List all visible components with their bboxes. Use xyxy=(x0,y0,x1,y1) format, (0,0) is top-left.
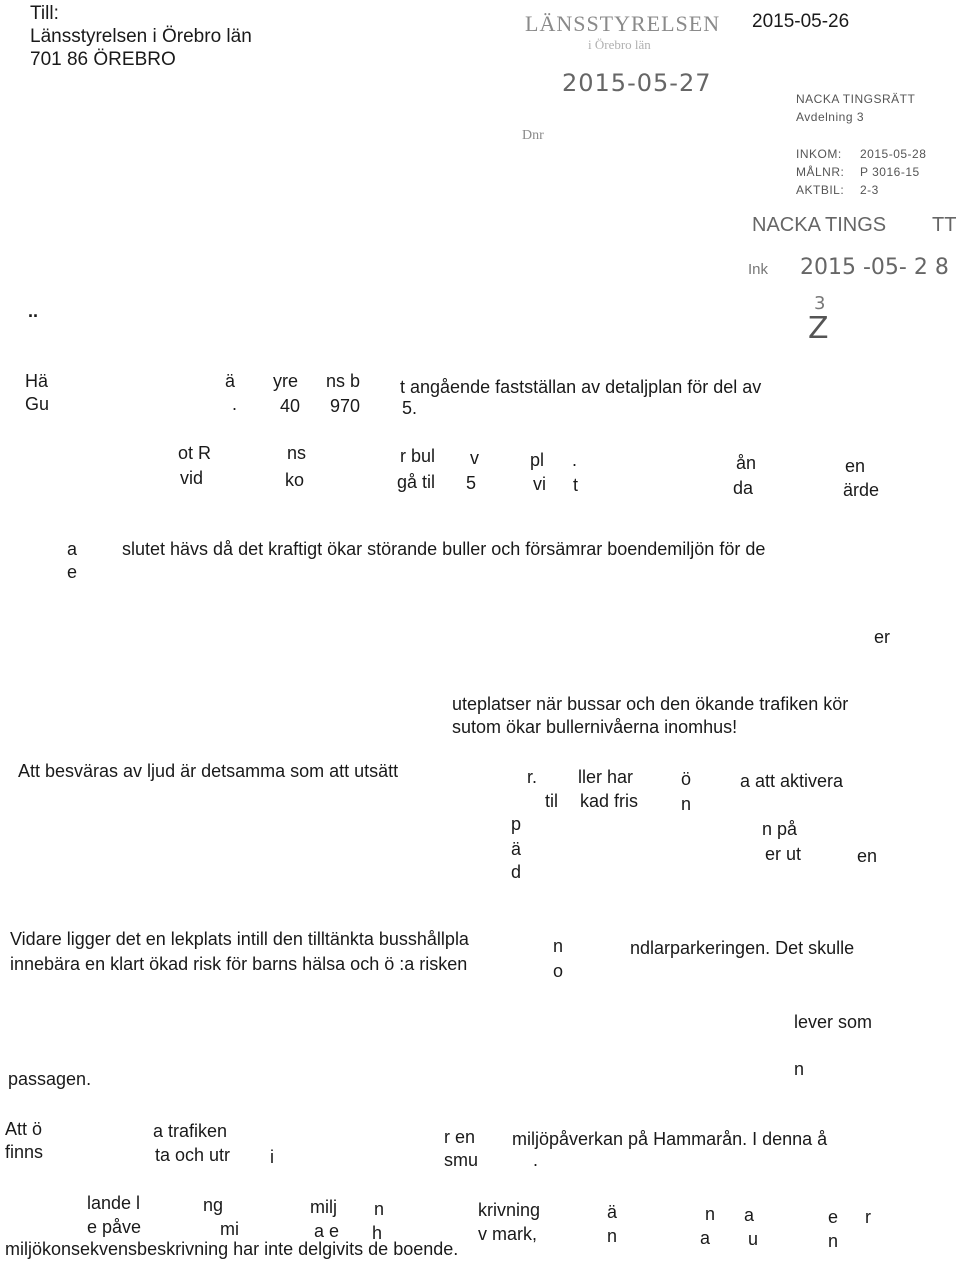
body-fragment: a xyxy=(67,539,78,559)
body-fragment: pl xyxy=(530,450,545,470)
body-fragment: innebära en klart ökad risk för barns hälsa och ö :a risken xyxy=(10,954,468,974)
body-fragment: lande l xyxy=(87,1193,141,1213)
body-fragment: mi xyxy=(220,1219,239,1239)
body-fragment: e xyxy=(67,562,78,582)
body-fragment: u xyxy=(748,1229,759,1249)
body-fragment: lever som xyxy=(794,1012,873,1032)
lansstyrelsen-stamp-date: 2015-05-27 xyxy=(562,69,712,97)
body-fragment: r en xyxy=(444,1127,476,1147)
body-fragment: en xyxy=(845,456,866,476)
body-fragment: r bul xyxy=(400,446,436,466)
body-fragment: e xyxy=(828,1207,839,1227)
tings-stamp-title-end: TT xyxy=(932,214,957,236)
body-fragment: da xyxy=(733,478,754,498)
body-fragment: n xyxy=(705,1204,716,1224)
lansstyrelsen-stamp-subtitle: i Örebro län xyxy=(588,37,651,52)
body-fragment: er ut xyxy=(765,844,802,864)
body-fragment: v xyxy=(470,448,479,468)
body-fragment: i xyxy=(270,1147,274,1167)
body-fragment: t angående fastställan av detaljplan för del av xyxy=(400,377,762,397)
body-fragment: til xyxy=(545,791,558,811)
body-fragment: ä xyxy=(225,371,236,391)
body-fragment: kad fris xyxy=(580,791,639,811)
body-fragment: . xyxy=(533,1150,539,1170)
body-fragment: v mark, xyxy=(478,1224,538,1244)
body-fragment: krivning xyxy=(478,1200,541,1220)
body-fragment: miljökonsekvensbeskrivning har inte delgivits de boende. xyxy=(5,1239,459,1259)
body-fragment: yre xyxy=(273,371,299,391)
body-fragment: r. xyxy=(527,767,538,787)
court-stamp-division: Avdelning 3 xyxy=(796,110,864,124)
court-stamp-inkom-value: 2015-05-28 xyxy=(860,147,927,161)
body-fragment: ller har xyxy=(578,767,634,787)
body-fragment: ng xyxy=(203,1195,224,1215)
court-stamp-aktbil-value: 2-3 xyxy=(860,183,879,197)
body-fragment: 40 xyxy=(280,396,301,416)
court-stamp-title: NACKA TINGSRÄTT xyxy=(796,92,916,106)
body-fragment: h xyxy=(372,1223,383,1243)
body-fragment: sutom ökar bullernivåerna inomhus! xyxy=(452,717,738,737)
body-fragment: t xyxy=(573,475,579,495)
body-fragment: p xyxy=(511,814,522,834)
body-fragment: uteplatser när bussar och den ökande trafiken kör xyxy=(452,694,849,714)
body-fragment: ns b xyxy=(326,371,361,391)
body-fragment: . xyxy=(232,394,238,414)
body-fragment: milj xyxy=(310,1197,337,1217)
body-fragment: Vidare ligger det en lekplats intill den tilltänkta busshållpla xyxy=(10,929,469,949)
court-stamp-malnr-value: P 3016-15 xyxy=(860,165,920,179)
body-fragment: a xyxy=(700,1228,711,1248)
body-fragment: slutet hävs då det kraftigt ökar störande buller och försämrar boendemiljön för de xyxy=(122,539,766,559)
stray-dots: .. xyxy=(28,301,39,321)
body-fragment: n xyxy=(374,1199,385,1219)
body-fragment: e påve xyxy=(87,1217,142,1237)
body-fragment: a trafiken xyxy=(153,1121,228,1141)
body-fragment: ärde xyxy=(843,480,880,500)
body-fragment: n xyxy=(681,794,692,814)
body-fragment: er xyxy=(874,627,891,647)
court-stamp-aktbil-label: AKTBIL: xyxy=(796,183,845,197)
body-fragment: 5. xyxy=(402,398,418,418)
court-stamp-malnr-label: MÅLNR: xyxy=(796,165,845,179)
lansstyrelsen-stamp-dnr: Dnr xyxy=(522,128,544,143)
tings-stamp-number-2: Z xyxy=(808,311,829,346)
body-fragment: smu xyxy=(444,1150,479,1170)
body-fragment: n xyxy=(553,936,564,956)
body-fragment: Hä xyxy=(25,371,49,391)
court-stamp-inkom-label: INKOM: xyxy=(796,147,842,161)
body-fragment: r xyxy=(865,1207,871,1227)
body-fragment: d xyxy=(511,862,522,882)
recipient-name: Länsstyrelsen i Örebro län xyxy=(30,26,252,47)
body-fragment: en xyxy=(857,846,878,866)
body-fragment: ä xyxy=(511,839,522,859)
body-fragment: a e xyxy=(314,1221,340,1241)
body-fragment: ot R xyxy=(178,443,212,463)
body-fragment: passagen. xyxy=(8,1069,92,1089)
body-fragment: Att ö xyxy=(5,1119,43,1139)
body-fragment: 970 xyxy=(330,396,361,416)
body-fragment: gå til xyxy=(397,472,436,492)
body-fragment: ndlarparkeringen. Det skulle xyxy=(630,938,855,958)
body-fragment: ns xyxy=(287,443,307,463)
body-fragment: vi xyxy=(533,474,546,494)
lansstyrelsen-stamp-title: LÄNSSTYRELSEN xyxy=(525,11,721,36)
body-fragment: ta och utr xyxy=(155,1145,231,1165)
body-fragment: miljöpåverkan på Hammarån. I denna å xyxy=(512,1129,828,1149)
body-fragment: n på xyxy=(762,819,798,839)
body-fragment: ån xyxy=(736,453,757,473)
body-fragment: ö xyxy=(681,769,692,789)
tings-stamp-number-1: 3 xyxy=(814,293,826,314)
body-fragment: ä xyxy=(607,1202,618,1222)
tings-stamp-ink-label: Ink xyxy=(748,261,769,278)
body-fragment: a att aktivera xyxy=(740,771,844,791)
body-fragment: 5 xyxy=(466,473,477,493)
recipient-address: 701 86 ÖREBRO xyxy=(30,49,176,70)
body-fragment: n xyxy=(607,1226,618,1246)
body-fragment: . xyxy=(572,450,578,470)
tings-stamp-title: NACKA TINGS xyxy=(752,214,887,236)
letter-date: 2015-05-26 xyxy=(752,11,850,32)
body-fragment: Att besväras av ljud är detsamma som att utsätt xyxy=(18,761,399,781)
body-fragment: n xyxy=(828,1231,839,1251)
tings-stamp-date: 2015 -05- 2 8 xyxy=(800,255,949,280)
body-fragment: ko xyxy=(285,470,305,490)
body-fragment: a xyxy=(744,1205,755,1225)
body-fragment: n xyxy=(794,1059,805,1079)
recipient-label: Till: xyxy=(30,3,59,24)
body-fragment: o xyxy=(553,961,564,981)
body-fragment: vid xyxy=(180,468,204,488)
body-fragment: Gu xyxy=(25,394,50,414)
body-fragment: finns xyxy=(5,1142,44,1162)
